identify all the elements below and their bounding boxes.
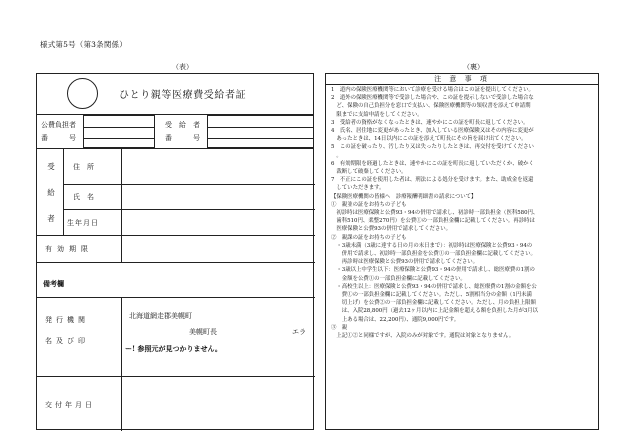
note-line: 2 道外の保険医療機関等で受診した場合や、この証を提示しないで受診した場合な — [331, 95, 534, 102]
recipient-number-grid — [207, 115, 314, 148]
recipient-no-label-1: 受 給 者 — [165, 121, 200, 129]
note-line: ② 親課の証をお持ちの子ども — [331, 234, 407, 241]
notes-body — [331, 86, 595, 340]
issue-date-label: 交付年月日 — [45, 401, 95, 409]
note-line: ③ 親 — [331, 324, 348, 331]
insurer-row — [37, 115, 313, 149]
certificate-title: ひとり親等医療費受給者証 — [119, 90, 247, 101]
recipient-char-3: 者 — [47, 214, 55, 223]
insurer-label-1: 公費負担者 — [41, 121, 76, 129]
front-caption: （表） — [172, 63, 193, 71]
notes-heading: 注 意 事 項 — [434, 75, 490, 83]
note-line: 金額を公費①の一部負担金欄に記載してください。 — [331, 275, 466, 282]
seal-label: 名及び印 — [45, 337, 89, 345]
birth-label: 生年月日 — [67, 219, 99, 227]
note-line: 3 受給者の資格がなくなったときは、速やかにこの証を町長に返してください。 — [331, 119, 529, 126]
note-line: 1 道内の保険医療機関等において診療を受ける場合はこの証を提出してください。 — [331, 87, 534, 93]
insurer-label-2: 番 号 — [41, 134, 76, 142]
recipient-char-1: 受 — [47, 162, 55, 171]
note-line: 裁断して破棄してください。 — [331, 169, 407, 176]
remarks-label: 備考欄 — [43, 279, 64, 288]
note-line: 限までに支給申請をしてください。 — [331, 111, 423, 118]
insurer-number-grid — [83, 115, 155, 148]
note-line: 7 不正にこの証を使用した者は、刑法による処分を受けます。また、助成金を返還 — [331, 177, 534, 184]
issuer-mayor: 美幌町長 — [189, 328, 217, 336]
address-label: 住所 — [73, 163, 101, 171]
note-line: 切上げ）を公費②の一部負担金欄に記載してください。ただし、月の負担上限額 — [331, 300, 536, 307]
note-line: ど、保険の自己負担分を窓口で支払い、保険医療機関等の領収書を添えて申請期 — [331, 103, 531, 110]
form-number: 様式第5号（第3条関係） — [40, 40, 127, 49]
note-line: 。 — [331, 152, 342, 159]
back-caption: （裏） — [463, 63, 484, 71]
recipient-char-2: 給 — [47, 188, 55, 197]
issuer-error-text: エラ — [292, 328, 306, 336]
note-line: ・3歳以上中学生以下：医療保険と公費93・94の併用で請求し、総医療費の1割の — [331, 267, 535, 274]
note-line: 6 有効期限を経過したときは、速やかにこの証を町長に返していただくか、破かく — [331, 160, 534, 167]
note-line: 医療保険と公費93の併用で請求してください。 — [331, 226, 452, 233]
note-line: 上ある場合は、22,200円）、通院9,000円です。 — [331, 316, 460, 323]
note-line: 上記①②と同様ですが、入院のみが対象です。通院は対象となりません。 — [331, 333, 515, 340]
note-line: 再診時は医療保険と公費93の併用で請求してください。 — [331, 259, 479, 266]
note-line: 歯科510円、柔整270円）を公費①の一部負担金欄に記載してください。再診時は — [331, 218, 535, 225]
issuer-address: 北海道網走郡美幌町 — [129, 312, 192, 320]
issuer-label: 発行機関 — [45, 316, 89, 324]
title-row — [37, 74, 313, 115]
note-line: 費①の一部負担金欄に記載してください。ただし、5割相当分の金額（1円未満 — [331, 292, 532, 299]
seal-circle — [67, 78, 98, 109]
note-line: あったときは、14日以内にこの証を添えて町長にその旨を届け出てください。 — [331, 136, 527, 143]
note-line: していただきます。 — [331, 185, 385, 192]
note-line: 4 氏名、居住地に変更があったとき、加入している医療保険又はその内容に変更が — [331, 128, 534, 135]
back-page — [325, 73, 599, 430]
issuer-reference-error: ー! 参照元が見つかりません。 — [125, 344, 222, 353]
note-line: 併用で請求し、初診時一部負担金を公費①の一部負担金欄に記載してください。 — [331, 251, 536, 258]
note-line: ・高校生以上：医療保険と公費93・94の併用で請求し、総医療費の1割の金額を公 — [331, 283, 537, 290]
recipient-no-label-2: 番 号 — [165, 134, 200, 142]
note-line: 【保険医療機関の皆様へ 診療報酬明細書の請求について】 — [331, 193, 477, 200]
note-line: は、入院28,800円（過去12ヶ月以内に上記金額を超える額を負担した月が3月以 — [331, 308, 539, 315]
note-line: 5 この証を破ったり、汚したり又は失ったりしたときは、再交付を受けてください — [331, 144, 534, 151]
note-line: 初診時は医療保険と公費93・94の併用で請求し、初診時一部負担金（医科580円、 — [331, 210, 539, 217]
note-line: ① 親並の証をお持ちの子ども — [331, 201, 407, 208]
front-card — [36, 73, 314, 430]
validity-label: 有効期限 — [45, 245, 93, 253]
note-line: ・3歳未満（3歳に達する日の月の末日まで）：初診時は医療保険と公費93・94の — [331, 242, 533, 249]
name-label: 氏名 — [73, 193, 101, 201]
